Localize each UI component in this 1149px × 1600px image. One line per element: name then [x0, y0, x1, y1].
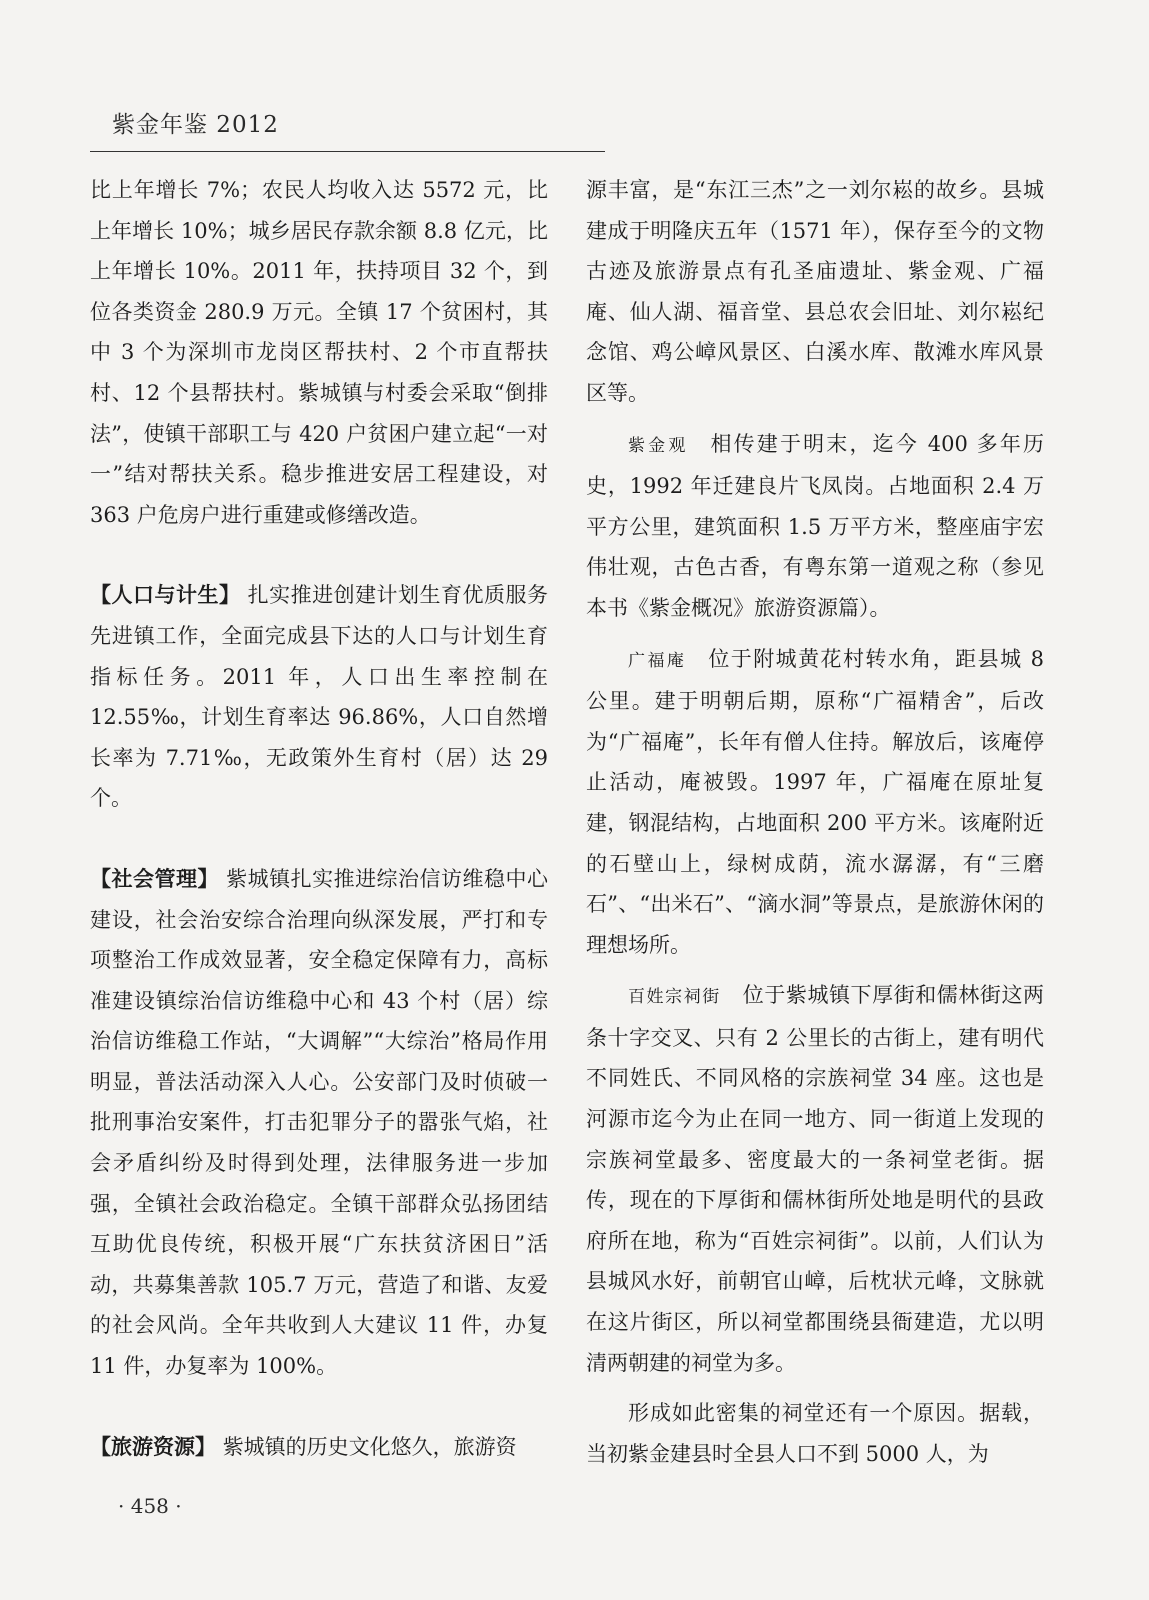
running-header: 紫金年鉴 2012 [112, 112, 279, 138]
entry-title-ancestral-street: 百姓宗祠街 [628, 987, 721, 1008]
entry-body-guangfuan: 位于附城黄花村转水角，距县城 8 公里。建于明朝后期，原称“广福精舍”，后改为“广福庵”，长年有僧人住持。解放后，该庵停止活动，庵被毁。1997 年，广福庵在原址复建，钢混结构，占地面积 200 平方米。该庵附近的石壁山上，绿树成荫，流水潺潺，有“三磨石”、“出米石”、“滴水洞”等景点，是旅游休闲的理想场所。 [586, 646, 1044, 957]
entry-zijinguan [586, 424, 1044, 629]
section-population [90, 575, 548, 819]
entry-body-zijinguan: 相传建于明末，迄今 400 多年历史，1992 年迁建良片飞凤岗。占地面积 2.4 万平方公里，建筑面积 1.5 万平方米，整座庙宇宏伟壮观，古色古香，有粤东第一道观之称（参见本书《紫金概况》旅游资源篇）。 [586, 431, 1044, 620]
section-social-management [90, 859, 548, 1387]
entry-ancestral-street [586, 975, 1044, 1383]
section-heading-population: 【人口与计生】 [90, 583, 241, 608]
section-body-social-management: 紫城镇扎实推进综治信访维稳中心建设，社会治安综合治理向纵深发展，严打和专项整治工作成效显著，安全稳定保障有力，高标准建设镇综治信访维稳中心和 43 个村（居）综治信访维稳工作站，“大调解”“大综治”格局作用明显，普法活动深入人心。公安部门及时侦破一批刑事治安案件，打击犯罪分子的嚣张气焰，社会矛盾纠纷及时得到处理，法律服务进一步加强，全镇社会政治稳定。全镇干部群众弘扬团结互助优良传统，积极开展“广东扶贫济困日”活动，共募集善款 105.7 万元，营造了和谐、友爱的社会风尚。全年共收到人大建议 11 件，办复 11 件，办复率为 100%。 [90, 866, 548, 1379]
section-body-tourism: 紫城镇的历史文化悠久，旅游资 [222, 1434, 517, 1459]
page-number: · 458 · [118, 1494, 182, 1518]
section-heading-tourism: 【旅游资源】 [90, 1434, 216, 1459]
paragraph-continuation-right: 源丰富，是“东江三杰”之一刘尔崧的故乡。县城建成于明隆庆五年（1571 年），保存至今的文物古迹及旅游景点有孔圣庙遗址、紫金观、广福庵、仙人湖、福音堂、县总农会旧址、刘尔崧纪念馆、鸡公嶂风景区、白溪水库、散滩水库风景区等。 [586, 178, 1044, 405]
paragraph-reason: 形成如此密集的祠堂还有一个原因。据载，当初紫金建县时全县人口不到 5000 人，为 [586, 1401, 1044, 1466]
header-rule [90, 151, 605, 152]
section-heading-social-management: 【社会管理】 [90, 866, 219, 891]
entry-guangfuan [586, 639, 1044, 966]
entry-title-guangfuan: 广福庵 [628, 650, 687, 671]
section-body-population: 扎实推进创建计划生育优质服务先进镇工作，全面完成县下达的人口与计划生育指标任务。2011 年，人口出生率控制在 12.55‰，计划生育率达 96.86%，人口自然增长率为 7.71‰，无政策外生育村（居）达 29 个。 [90, 583, 548, 811]
right-column [586, 170, 1044, 1474]
left-column [90, 170, 548, 1467]
entry-body-ancestral-street: 位于紫城镇下厚街和儒林街这两条十字交叉、只有 2 公里长的古街上，建有明代不同姓氏、不同风格的宗族祠堂 34 座。这也是河源市迄今为止在同一地方、同一街道上发现的宗族祠堂最多、密度最大的一条祠堂老街。据传，现在的下厚街和儒林街所处地是明代的县政府所在地，称为“百姓宗祠街”。以前，人们认为县城风水好，前朝官山嶂，后枕状元峰，文脉就在这片街区，所以祠堂都围绕县衙建造，尤以明清两朝建的祠堂为多。 [586, 983, 1045, 1375]
entry-title-zijinguan: 紫金观 [628, 435, 689, 456]
section-tourism [90, 1427, 548, 1468]
paragraph-continuation: 比上年增长 7%；农民人均收入达 5572 元，比上年增长 10%；城乡居民存款余额 8.8 亿元，比上年增长 10%。2011 年，扶持项目 32 个，到位各类资金 280.9 万元。全镇 17 个贫困村，其中 3 个为深圳市龙岗区帮扶村、2 个市直帮扶村、12 个县帮扶村。紫城镇与村委会采取“倒排法”，使镇干部职工与 420 户贫困户建立起“一对一”结对帮扶关系。稳步推进安居工程建设，对 363 户危房户进行重建或修缮改造。 [90, 178, 548, 527]
